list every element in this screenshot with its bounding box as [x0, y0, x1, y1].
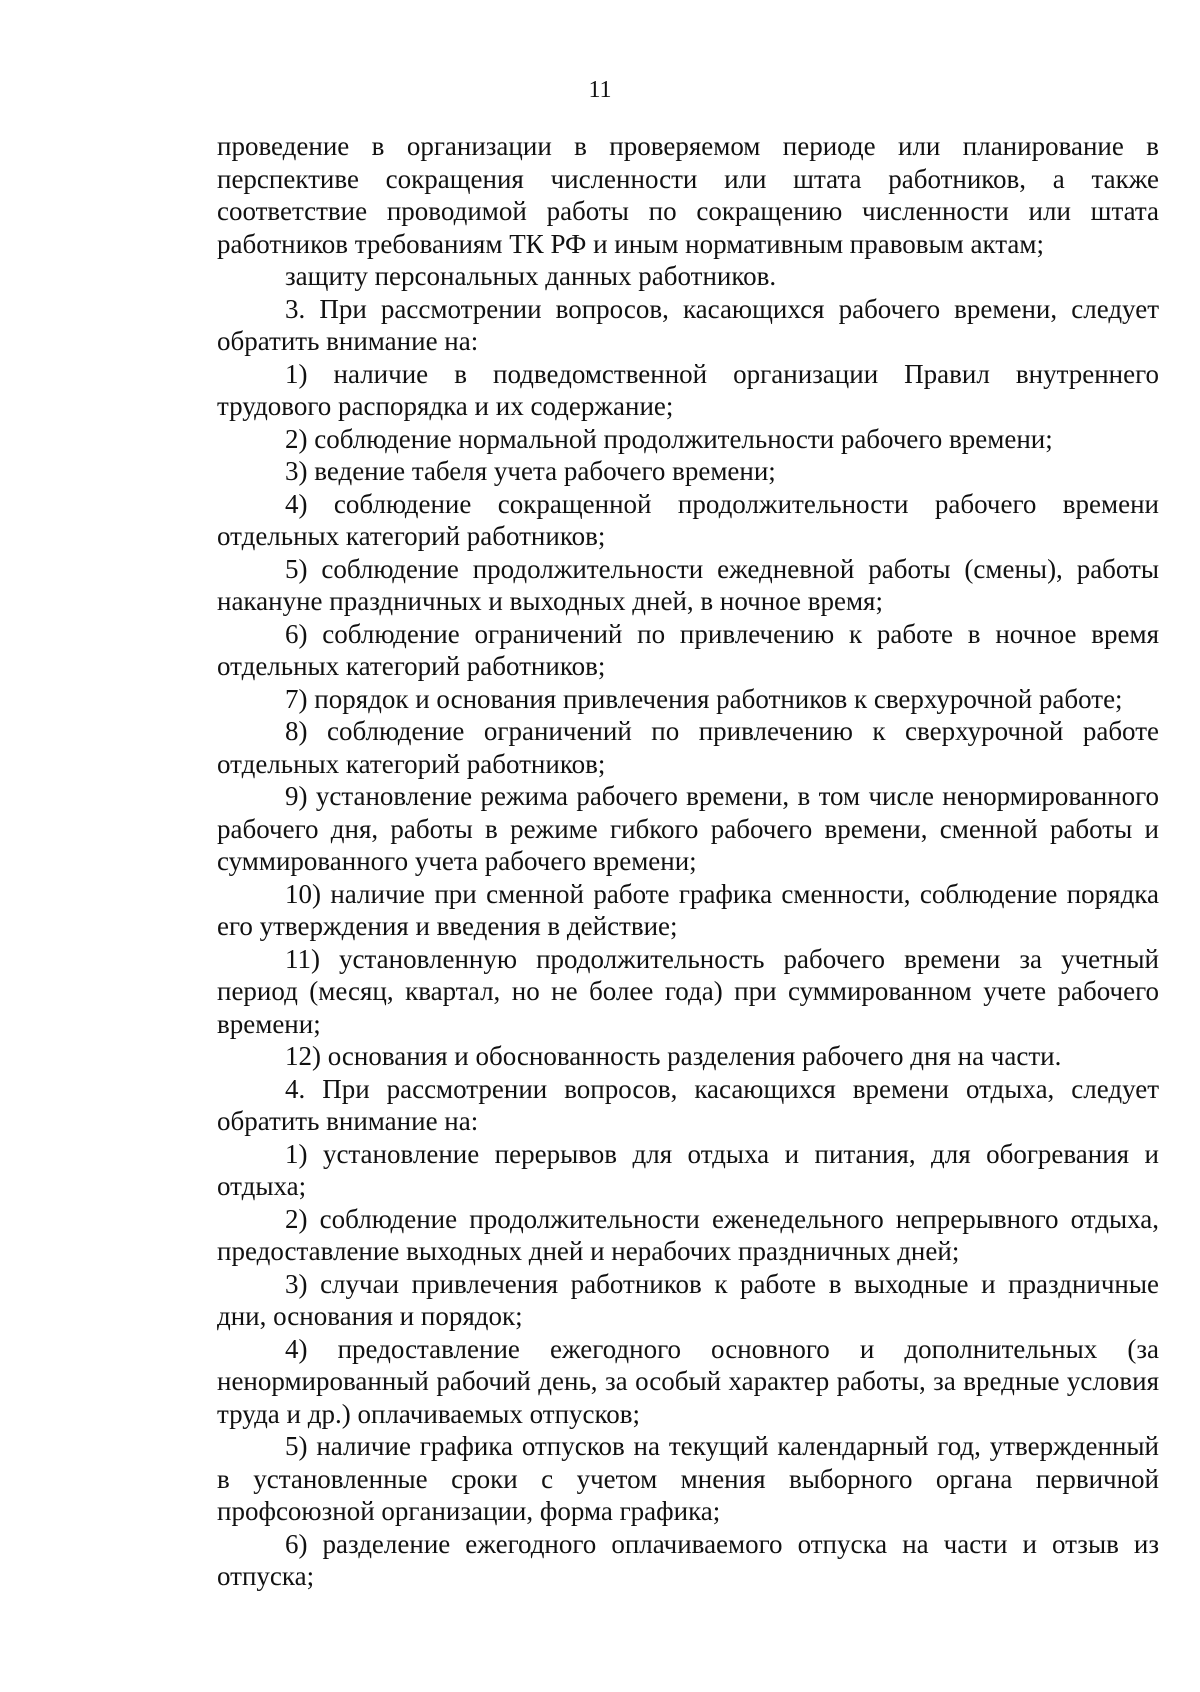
list-item-3-5: 5) соблюдение продолжительности ежедневной работы (смены), работы накануне праздничных и выходных дней, в ночное время;: [217, 553, 1159, 616]
list-item-3-2: 2) соблюдение нормальной продолжительности рабочего времени;: [285, 423, 1053, 454]
list-item-3-11: 11) установленную продолжительность рабочего времени за учетный период (месяц, квартал, но не более года) при суммированном учете рабочего времени;: [217, 943, 1159, 1039]
paragraph-personal-data: защиту персональных данных работников.: [285, 261, 777, 291]
list-item-4-2: 2) соблюдение продолжительности еженедельного непрерывного отдыха, предоставление выходных дней и нерабочих праздничных дней;: [217, 1203, 1159, 1266]
list-item-3-6: 6) соблюдение ограничений по привлечению к работе в ночное время отдельных категорий работников;: [217, 618, 1159, 681]
section-4-intro: 4. При рассмотрении вопросов, касающихся времени отдыха, следует обратить внимание на:: [217, 1073, 1159, 1136]
list-item-3-4: 4) соблюдение сокращенной продолжительности рабочего времени отдельных категорий работников;: [217, 488, 1159, 551]
list-item-3-9: 9) установление режима рабочего времени, в том числе ненормированного рабочего дня, работы в режиме гибкого рабочего времени, сменной работы и суммированного учета рабочего времени;: [217, 781, 1159, 876]
list-item-3-12: 12) основания и обоснованность разделения рабочего дня на части.: [285, 1041, 1062, 1071]
list-item-3-7: 7) порядок и основания привлечения работников к сверхурочной работе;: [285, 683, 1123, 714]
list-item-3-8: 8) соблюдение ограничений по привлечению к сверхурочной работе отдельных категорий работников;: [217, 716, 1159, 779]
list-item-4-1: 1) установление перерывов для отдыха и питания, для обогревания и отдыха;: [217, 1138, 1159, 1201]
list-item-4-6: 6) разделение ежегодного оплачиваемого отпуска на части и отзыв из отпуска;: [217, 1528, 1159, 1591]
list-item-4-5: 5) наличие графика отпусков на текущий календарный год, утвержденный в установленные сроки с учетом мнения выборного органа первичной профсоюзной организации, форма графика;: [217, 1431, 1159, 1526]
list-item-3-10: 10) наличие при сменной работе графика сменности, соблюдение порядка его утверждения и введения в действие;: [217, 878, 1159, 941]
list-item-3-3: 3) ведение табеля учета рабочего времени;: [285, 456, 776, 486]
paragraph-continuation: проведение в организации в проверяемом периоде или планирование в перспективе сокращения численности или штата работников, а также соответствие проводимой работы по сокращению численности или штата работников требованиям ТК РФ и иным нормативным правовым актам;: [217, 131, 1159, 259]
document-body: [217, 130, 1159, 1593]
list-item-4-4: 4) предоставление ежегодного основного и дополнительных (за ненормированный рабочий день, за особый характер работы, за вредные условия труда и др.) оплачиваемых отпусков;: [217, 1333, 1159, 1429]
page-number: 11: [588, 77, 612, 103]
list-item-4-3: 3) случаи привлечения работников к работе в выходные и праздничные дни, основания и порядок;: [217, 1268, 1159, 1331]
list-item-3-1: 1) наличие в подведомственной организации Правил внутреннего трудового распорядка и их содержание;: [217, 358, 1159, 421]
section-3-intro: 3. При рассмотрении вопросов, касающихся рабочего времени, следует обратить внимание на:: [217, 293, 1159, 356]
